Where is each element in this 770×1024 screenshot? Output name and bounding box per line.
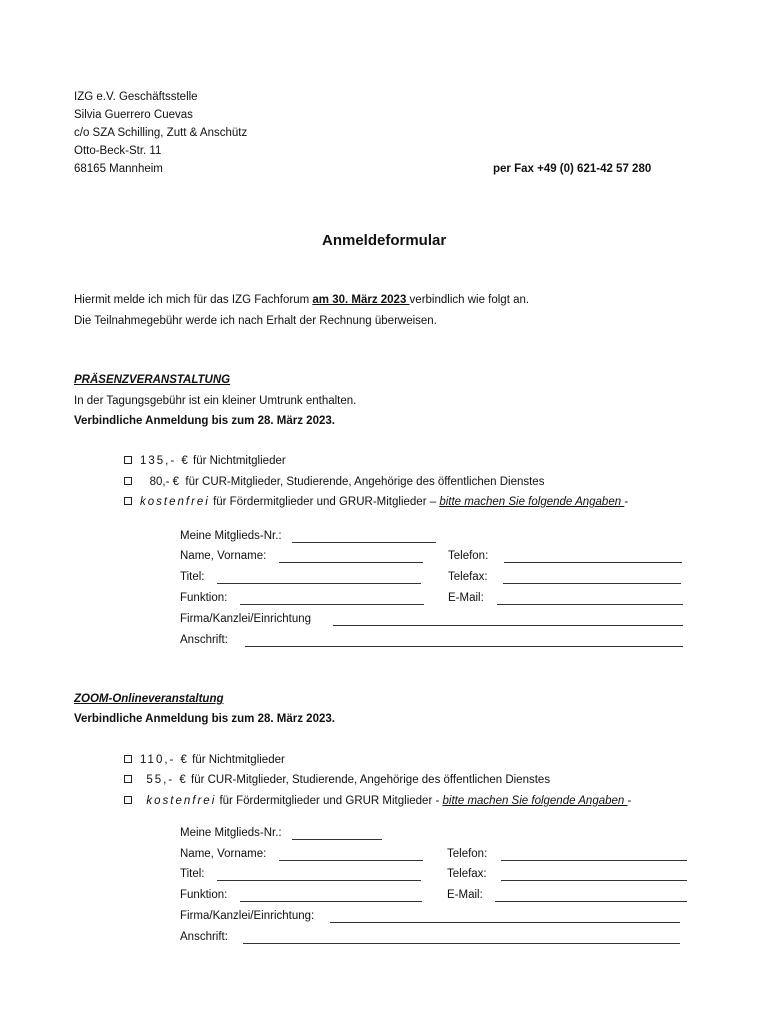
zoom-option-1-price: 110,- € xyxy=(140,754,189,766)
zoom-option-1-text: für Nichtmitglieder xyxy=(192,754,285,766)
presence-heading: PRÄSENZVERANSTALTUNG xyxy=(74,374,231,386)
zoom-name-label: Name, Vorname: xyxy=(180,848,267,860)
zoom-function-field[interactable] xyxy=(240,901,422,902)
fax-number: per Fax +49 (0) 621-42 57 280 xyxy=(493,163,652,175)
checkbox[interactable] xyxy=(124,497,132,505)
zoom-option-3[interactable] xyxy=(124,795,631,807)
zoom-phone-label: Telefon: xyxy=(447,848,488,860)
presence-address-field[interactable] xyxy=(245,646,683,647)
zoom-phone-field[interactable] xyxy=(501,860,687,861)
zoom-member-no-label: Meine Mitglieds-Nr.: xyxy=(180,827,282,839)
zoom-title-label: Titel: xyxy=(180,868,205,880)
presence-email-label: E-Mail: xyxy=(448,592,484,604)
intro-line-2: Die Teilnahmegebühr werde ich nach Erhalt der Rechnung überweisen. xyxy=(74,315,437,327)
zoom-email-field[interactable] xyxy=(495,901,687,902)
presence-company-label: Firma/Kanzlei/Einrichtung xyxy=(180,613,312,625)
checkbox[interactable] xyxy=(124,456,132,464)
presence-fax-field[interactable] xyxy=(503,583,681,584)
presence-option-1-price: 135,- € xyxy=(140,455,190,467)
presence-function-field[interactable] xyxy=(240,604,424,605)
intro-line-1 xyxy=(74,294,529,306)
zoom-option-1[interactable] xyxy=(124,754,285,766)
presence-function-label: Funktion: xyxy=(180,592,228,604)
presence-name-label: Name, Vorname: xyxy=(180,550,267,562)
zoom-option-3-text: für Fördermitglieder und GRUR Mitglieder - xyxy=(219,795,440,807)
presence-member-no-field[interactable] xyxy=(292,542,436,543)
zoom-title-field[interactable] xyxy=(217,880,421,881)
zoom-option-2-text: für CUR-Mitglieder, Studierende, Angehörige des öffentlichen Dienstes xyxy=(191,774,551,786)
zoom-deadline: Verbindliche Anmeldung bis zum 28. März 2023. xyxy=(74,713,335,725)
zoom-function-label: Funktion: xyxy=(180,889,228,901)
zoom-option-2-price: 55,- € xyxy=(146,774,188,786)
address-line-3: c/o SZA Schilling, Zutt & Anschütz xyxy=(74,127,248,139)
zoom-company-field[interactable] xyxy=(330,922,680,923)
presence-option-3-end: - xyxy=(624,496,629,508)
presence-option-3-link: bitte machen Sie folgende Angaben xyxy=(439,496,625,508)
presence-email-field[interactable] xyxy=(497,604,683,605)
zoom-member-no-field[interactable] xyxy=(292,839,382,840)
zoom-fax-label: Telefax: xyxy=(447,868,487,880)
zoom-name-field[interactable] xyxy=(279,860,423,861)
presence-title-field[interactable] xyxy=(217,583,421,584)
address-line-4: Otto-Beck-Str. 11 xyxy=(74,145,162,157)
checkbox[interactable] xyxy=(124,755,132,763)
zoom-option-3-free: kostenfrei xyxy=(146,795,217,807)
presence-name-field[interactable] xyxy=(279,562,423,563)
page-title: Anmeldeformular xyxy=(322,232,447,249)
zoom-option-3-end: - xyxy=(627,795,632,807)
zoom-option-2[interactable] xyxy=(124,774,550,786)
presence-option-2-text: für CUR-Mitglieder, Studierende, Angehörige des öffentlichen Dienstes xyxy=(185,476,545,488)
zoom-address-label: Anschrift: xyxy=(180,931,228,943)
address-line-1: IZG e.V. Geschäftsstelle xyxy=(74,91,198,103)
intro-date: am 30. März 2023 xyxy=(312,294,410,306)
presence-phone-field[interactable] xyxy=(504,562,682,563)
presence-fax-label: Telefax: xyxy=(448,571,488,583)
presence-deadline: Verbindliche Anmeldung bis zum 28. März 2023. xyxy=(74,415,335,427)
zoom-company-label: Firma/Kanzlei/Einrichtung: xyxy=(180,910,315,922)
presence-address-label: Anschrift: xyxy=(180,634,228,646)
checkbox[interactable] xyxy=(124,796,132,804)
presence-option-1[interactable] xyxy=(124,455,286,467)
presence-phone-label: Telefon: xyxy=(448,550,489,562)
zoom-email-label: E-Mail: xyxy=(447,889,483,901)
zoom-fax-field[interactable] xyxy=(501,880,687,881)
presence-option-2[interactable] xyxy=(124,476,544,488)
presence-note: In der Tagungsgebühr ist ein kleiner Umtrunk enthalten. xyxy=(74,395,357,407)
presence-option-2-price: 80,- € xyxy=(149,476,180,488)
presence-option-3-text: für Fördermitglieder und GRUR-Mitglieder – xyxy=(213,496,437,508)
checkbox[interactable] xyxy=(124,775,132,783)
zoom-heading: ZOOM-Onlineveranstaltung xyxy=(74,693,224,705)
zoom-option-3-link: bitte machen Sie folgende Angaben xyxy=(442,795,628,807)
checkbox[interactable] xyxy=(124,477,132,485)
presence-option-3-free: kostenfrei xyxy=(140,496,210,508)
presence-company-field[interactable] xyxy=(333,625,683,626)
intro-pre: Hiermit melde ich mich für das IZG Fachforum xyxy=(74,294,313,306)
address-line-5: 68165 Mannheim xyxy=(74,163,163,175)
presence-title-label: Titel: xyxy=(180,571,205,583)
presence-member-no-label: Meine Mitglieds-Nr.: xyxy=(180,530,282,542)
presence-option-1-text: für Nichtmitglieder xyxy=(193,455,286,467)
address-line-2: Silvia Guerrero Cuevas xyxy=(74,109,193,121)
presence-option-3[interactable] xyxy=(124,496,628,508)
intro-post: verbindlich wie folgt an. xyxy=(409,294,530,306)
zoom-address-field[interactable] xyxy=(243,943,680,944)
